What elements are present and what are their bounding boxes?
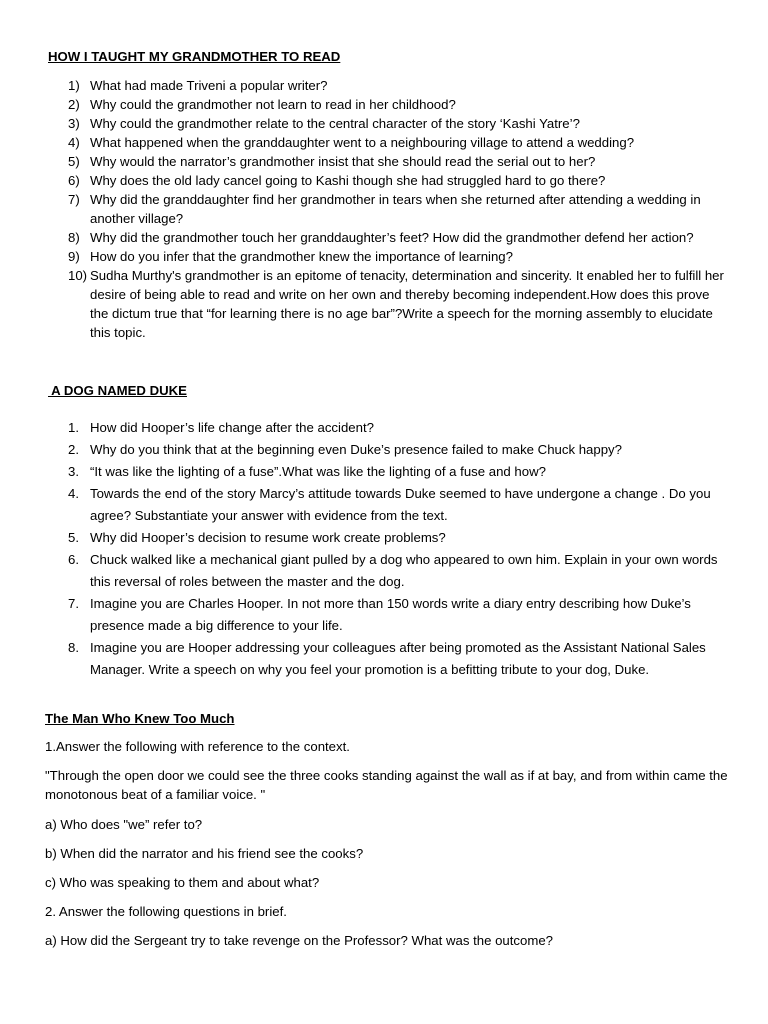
- question-item: 4. Towards the end of the story Marcy’s attitude towards Duke seemed to have undergone a change . Do you agree? Substantiate your answer with evidence from the text.: [68, 486, 711, 523]
- section-title-grandmother: HOW I TAUGHT MY GRANDMOTHER TO READ: [48, 49, 341, 64]
- instruction-reference-context: 1.Answer the following with reference to the context.: [45, 739, 350, 754]
- question-text: Why does the old lady cancel going to Kashi though she had struggled hard to go there?: [90, 173, 606, 188]
- question-text: Towards the end of the story Marcy’s attitude towards Duke seemed to have undergone a change . Do you agree? Substantiate your answer with evidence from the text.: [90, 486, 711, 523]
- question-item: 1. How did Hooper’s life change after the accident?: [68, 420, 374, 435]
- question-text: Why could the grandmother relate to the central character of the story ‘Kashi Yatre’?: [90, 116, 580, 131]
- question-text: Imagine you are Charles Hooper. In not more than 150 words write a diary entry describing how Duke’s presence made a big difference to your life.: [90, 596, 691, 633]
- question-text: Why could the grandmother not learn to read in her childhood?: [90, 97, 456, 112]
- question-item: 9) How do you infer that the grandmother knew the importance of learning?: [68, 249, 513, 264]
- question-item: 5) Why would the narrator’s grandmother insist that she should read the serial out to her?: [68, 154, 596, 169]
- instruction-brief-answers: 2. Answer the following questions in brief.: [45, 904, 287, 919]
- question-text: Why do you think that at the beginning even Duke’s presence failed to make Chuck happy?: [90, 442, 622, 457]
- question-item: 6. Chuck walked like a mechanical giant pulled by a dog who appeared to own him. Explain in your own words this reversal of roles between the master and the dog.: [68, 552, 718, 589]
- extract-quote: "Through the open door we could see the three cooks standing against the wall as if at bay, and from within came the monotonous beat of a familiar voice. ": [45, 768, 728, 802]
- question-text: Why did Hooper’s decision to resume work create problems?: [90, 530, 446, 545]
- question-item: 6) Why does the old lady cancel going to Kashi though she had struggled hard to go there?: [68, 173, 606, 188]
- question-item: 8) Why did the grandmother touch her granddaughter’s feet? How did the grandmother defend her action?: [68, 230, 694, 245]
- question-text: Why would the narrator’s grandmother insist that she should read the serial out to her?: [90, 154, 596, 169]
- question-text: Why did the granddaughter find her grandmother in tears when she returned after attending a wedding in another village?: [90, 192, 701, 226]
- question-text: Why did the grandmother touch her granddaughter’s feet? How did the grandmother defend her action?: [90, 230, 694, 245]
- question-b: b) When did the narrator and his friend see the cooks?: [45, 846, 364, 861]
- question-text: Chuck walked like a mechanical giant pulled by a dog who appeared to own him. Explain in your own words this reversal of roles between the master and the dog.: [90, 552, 718, 589]
- question-text: Imagine you are Hooper addressing your colleagues after being promoted as the Assistant National Sales Manager. Write a speech on why you feel your promotion is a befitting tribute to your dog, Duke.: [90, 640, 706, 677]
- section-title-man-who-knew: The Man Who Knew Too Much: [45, 711, 235, 726]
- question-item: 1) What had made Triveni a popular writer?: [68, 78, 328, 93]
- question-item: 3) Why could the grandmother relate to the central character of the story ‘Kashi Yatre’?: [68, 116, 580, 131]
- question-text: What happened when the granddaughter went to a neighbouring village to attend a wedding?: [90, 135, 635, 150]
- question-text: Sudha Murthy's grandmother is an epitome of tenacity, determination and sincerity. It enabled her to fulfill her desire of being able to read and write on her own and thereby becoming independent.How does this prove the dictum true that “for learning there is no age bar”?Write a speech for the morning assembly to elucidate this topic.: [90, 268, 724, 340]
- question-item: 5. Why did Hooper’s decision to resume work create problems?: [68, 530, 446, 545]
- section-title-duke: A DOG NAMED DUKE: [48, 383, 187, 398]
- question-list-duke: [68, 417, 728, 681]
- question-text: What had made Triveni a popular writer?: [90, 78, 328, 93]
- question-item: 7. Imagine you are Charles Hooper. In not more than 150 words write a diary entry describing how Duke’s presence made a big difference to your life.: [68, 596, 691, 633]
- question-a: a) Who does "we” refer to?: [45, 817, 203, 832]
- question-c: c) Who was speaking to them and about what?: [45, 875, 320, 890]
- question-item: 2. Why do you think that at the beginning even Duke’s presence failed to make Chuck happy?: [68, 442, 622, 457]
- question-item: 10) Sudha Murthy's grandmother is an epitome of tenacity, determination and sincerity. It enabled her to fulfill her desire of being able to read and write on her own and thereby becoming independent.How does this prove the dictum true that “for learning there is no age bar”?Write a speech for the morning assembly to elucidate this topic.: [68, 268, 724, 340]
- question-item: 2) Why could the grandmother not learn to read in her childhood?: [68, 97, 456, 112]
- question-text: “It was like the lighting of a fuse”.What was like the lighting of a fuse and how?: [90, 464, 546, 479]
- question-2a: a) How did the Sergeant try to take revenge on the Professor? What was the outcome?: [45, 933, 553, 948]
- question-text: How do you infer that the grandmother knew the importance of learning?: [90, 249, 513, 264]
- question-item: 3. “It was like the lighting of a fuse”.What was like the lighting of a fuse and how?: [68, 464, 546, 479]
- question-item: 4) What happened when the granddaughter went to a neighbouring village to attend a wedding?: [68, 135, 635, 150]
- question-item: 8. Imagine you are Hooper addressing your colleagues after being promoted as the Assistant National Sales Manager. Write a speech on why you feel your promotion is a befitting tribute to your dog, Duke.: [68, 640, 706, 677]
- question-item: 7) Why did the granddaughter find her grandmother in tears when she returned after attending a wedding in another village?: [68, 192, 701, 226]
- question-text: How did Hooper’s life change after the accident?: [90, 420, 374, 435]
- question-list-grandmother: [68, 76, 728, 342]
